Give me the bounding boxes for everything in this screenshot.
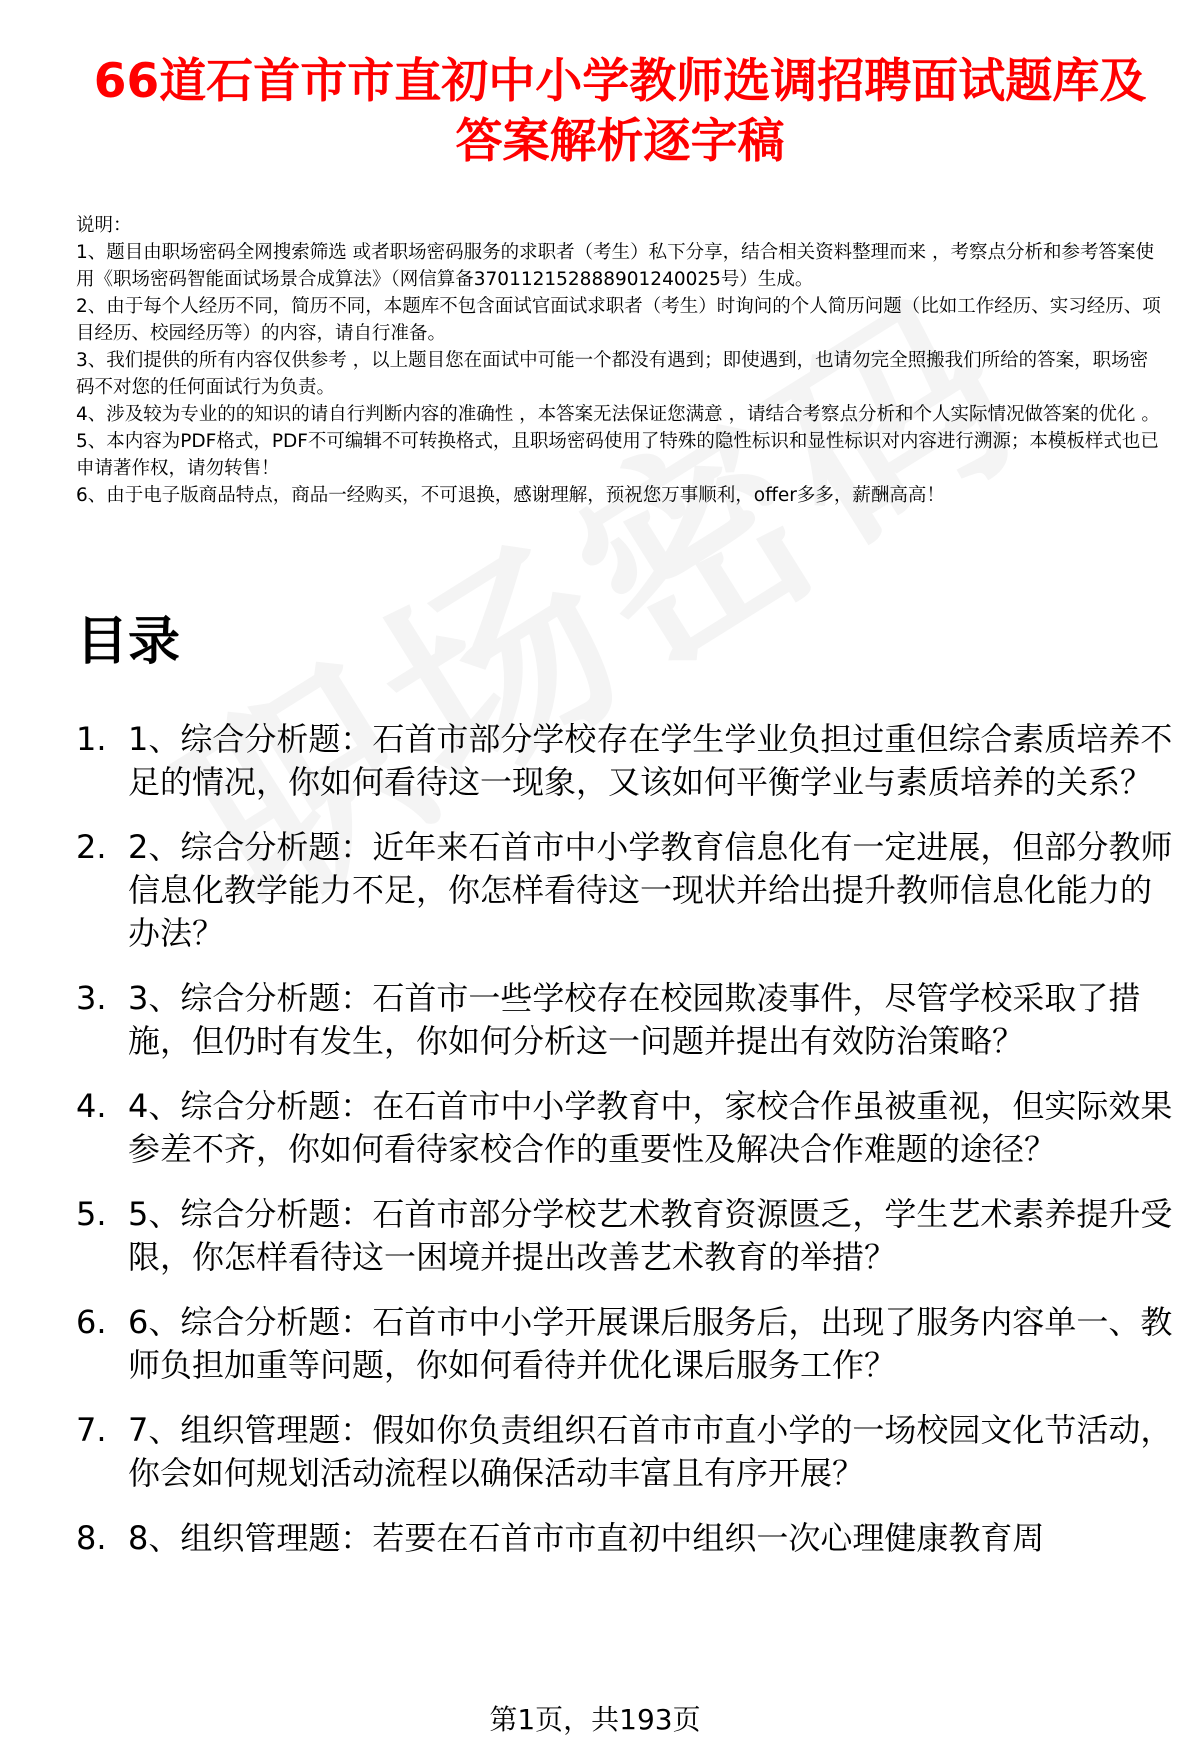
notes-section	[76, 212, 1166, 509]
toc-item-text[interactable]: 3、综合分析题：石首市一些学校存在校园欺凌事件，尽管学校采取了措施，但仍时有发生，你如何分析这一问题并提出有效防治策略？	[128, 979, 1141, 1060]
toc-item[interactable]	[76, 977, 1176, 1063]
toc-item-text[interactable]: 2、综合分析题：近年来石首市中小学教育信息化有一定进展，但部分教师信息化教学能力不足，你怎样看待这一现状并给出提升教师信息化能力的办法？	[128, 828, 1173, 952]
toc-item-number: 2.	[76, 828, 107, 866]
note-item: 3、我们提供的所有内容仅供参考 ，以上题目您在面试中可能一个都没有遇到；即使遇到，也请勿完全照搬我们所给的答案，职场密码不对您的任何面试行为负责。	[76, 350, 1149, 398]
note-item: 4、涉及较为专业的的知识的请自行判断内容的准确性 ，本答案无法保证您满意 ，请结合考察点分析和个人实际情况做答案的优化 。	[76, 404, 1160, 425]
toc-item[interactable]	[76, 1409, 1176, 1495]
toc-item[interactable]	[76, 1301, 1176, 1387]
note-item: 1、题目由职场密码全网搜索筛选 或者职场密码服务的求职者（考生）私下分享，结合相关资料整理而来 ，考察点分析和参考答案使用《职场密码智能面试场景合成算法》（网信算备370112152888901240025号）生成。	[76, 242, 1155, 290]
toc-item-number: 6.	[76, 1303, 107, 1341]
toc-item-text[interactable]: 6、综合分析题：石首市中小学开展课后服务后，出现了服务内容单一、教师负担加重等问题，你如何看待并优化课后服务工作？	[128, 1303, 1173, 1384]
toc-item-number: 7.	[76, 1411, 107, 1449]
toc-item-text[interactable]: 1、综合分析题：石首市部分学校存在学生学业负担过重但综合素质培养不足的情况，你如何看待这一现象，又该如何平衡学业与素质培养的关系？	[128, 720, 1173, 801]
toc-item-number: 1.	[76, 720, 107, 758]
note-item: 2、由于每个人经历不同，简历不同，本题库不包含面试官面试求职者（考生）时询问的个人简历问题（比如工作经历、实习经历、项目经历、校园经历等）的内容，请自行准备。	[76, 296, 1161, 344]
toc-item[interactable]	[76, 1193, 1176, 1279]
toc-item-text[interactable]: 4、综合分析题：在石首市中小学教育中，家校合作虽被重视，但实际效果参差不齐，你如何看待家校合作的重要性及解决合作难题的途径？	[128, 1087, 1173, 1168]
toc-item[interactable]	[76, 1517, 1176, 1560]
toc-heading: 目录	[76, 612, 181, 672]
notes-heading: 说明：	[76, 215, 132, 236]
toc-item-text[interactable]: 7、组织管理题：假如你负责组织石首市市直小学的一场校园文化节活动，你会如何规划活动流程以确保活动丰富且有序开展？	[128, 1411, 1173, 1492]
toc-list	[76, 718, 1176, 1582]
document-title: 66道石首市市直初中小学教师选调招聘面试题库及答案解析逐字稿	[93, 54, 1147, 169]
toc-item-number: 4.	[76, 1087, 107, 1125]
toc-item-number: 3.	[76, 979, 107, 1017]
toc-item-text[interactable]: 5、综合分析题：石首市部分学校艺术教育资源匮乏，学生艺术素养提升受限，你怎样看待这一困境并提出改善艺术教育的举措？	[128, 1195, 1173, 1276]
note-item: 6、由于电子版商品特点，商品一经购买，不可退换，感谢理解，预祝您万事顺利，offer多多，薪酬高高！	[76, 485, 945, 506]
page-footer: 第1页，共193页	[489, 1703, 701, 1736]
toc-item[interactable]	[76, 826, 1176, 955]
toc-item[interactable]	[76, 718, 1176, 804]
toc-item-text[interactable]: 8、组织管理题：若要在石首市市直初中组织一次心理健康教育周	[128, 1519, 1045, 1557]
note-item: 5、本内容为PDF格式，PDF不可编辑不可转换格式，且职场密码使用了特殊的隐性标识和显性标识对内容进行溯源；本模板样式也已申请著作权，请勿转售！	[76, 431, 1159, 479]
toc-item-number: 5.	[76, 1195, 107, 1233]
toc-item[interactable]	[76, 1085, 1176, 1171]
toc-item-number: 8.	[76, 1519, 107, 1557]
